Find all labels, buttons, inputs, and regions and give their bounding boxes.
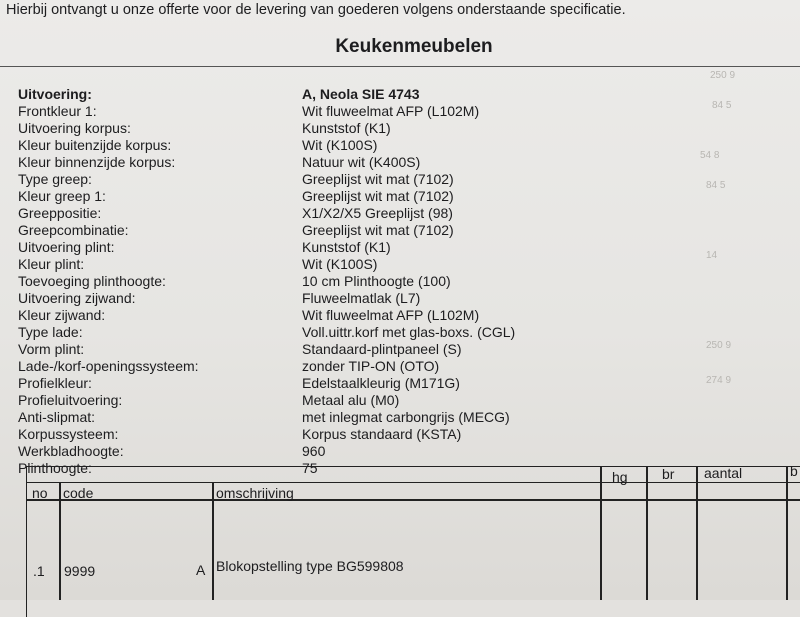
spec-value: 10 cm Plinthoogte (100) [302,273,451,289]
spec-label: Type lade: [18,324,83,340]
table-col-divider [59,482,61,600]
column-header-extra: b [790,463,798,479]
spec-row [0,120,800,137]
column-header-br: br [662,466,675,482]
column-header-code: code [63,485,94,501]
table-col-divider [212,482,214,600]
spec-value: Kunststof (K1) [302,239,391,255]
spec-row [0,426,800,443]
spec-label: Greeppositie: [18,205,102,221]
spec-row [0,222,800,239]
spec-label: Kleur zijwand: [18,307,106,323]
spec-value: X1/X2/X5 Greeplijst (98) [302,205,453,221]
spec-label: Frontkleur 1: [18,103,97,119]
spec-value: Metaal alu (M0) [302,392,400,408]
spec-value: 75 [302,460,318,476]
intro-text: Hierbij ontvangt u onze offerte voor de levering van goederen volgens onderstaande specificatie. [6,2,626,18]
spec-row [0,137,800,154]
spec-label: Kleur binnenzijde korpus: [18,154,176,170]
spec-label: Lade-/korf-openingssysteem: [18,358,199,374]
show-through-mark: 250 9 [710,70,736,81]
spec-label: Greepcombinatie: [18,222,129,238]
column-header-omschrijving: omschrijving [216,485,294,501]
spec-label: Vorm plint: [18,341,85,357]
spec-row [0,409,800,426]
spec-label: Uitvoering plint: [18,239,115,255]
spec-row [0,154,800,171]
spec-row [0,341,800,358]
show-through-mark: 274 9 [706,375,732,386]
spec-value: Korpus standaard (KSTA) [302,426,462,442]
spec-value: Wit fluweelmat AFP (L102M) [302,307,480,323]
spec-value: Fluweelmatlak (L7) [302,290,421,306]
spec-label: Korpussysteem: [18,426,119,442]
spec-label: Werkbladhoogte: [18,443,124,459]
spec-label: Anti-slipmat: [18,409,96,425]
spec-label: Uitvoering: [18,86,92,102]
spec-value: A, Neola SIE 4743 [302,86,420,102]
spec-value: Greeplijst wit mat (7102) [302,171,454,187]
spec-value: Voll.uittr.korf met glas-boxs. (CGL) [302,324,516,340]
table-col-divider [696,466,698,600]
spec-row [0,324,800,341]
spec-row [0,307,800,324]
column-header-hg: hg [612,469,628,485]
row-omschrijving: Blokopstelling type BG599808 [216,558,404,574]
spec-row [0,290,800,307]
spec-label: Type greep: [18,171,92,187]
spec-label: Kleur buitenzijde korpus: [18,137,172,153]
row-no: .1 [33,563,45,579]
spec-value: Greeplijst wit mat (7102) [302,188,454,204]
spec-label: Profielkleur: [18,375,92,391]
table-header-top-line [26,482,800,483]
row-code: 9999 [64,563,96,579]
spec-row [0,256,800,273]
spec-value: Greeplijst wit mat (7102) [302,222,454,238]
spec-value: Kunststof (K1) [302,120,391,136]
show-through-mark: 54 8 [700,150,720,161]
spec-value: Natuur wit (K400S) [302,154,421,170]
section-title: Keukenmeubelen [335,36,493,57]
spec-value: Edelstaalkleurig (M171G) [302,375,460,391]
table-header-bottom-line [26,499,800,501]
spec-row [0,188,800,205]
spec-value: met inlegmat carbongrijs (MECG) [302,409,510,425]
table-col-divider [600,466,602,600]
spec-header-row [0,86,800,103]
spec-row [0,171,800,188]
table-col-divider [786,466,788,600]
spec-value: zonder TIP-ON (OTO) [302,358,440,374]
spec-value: 960 [302,443,326,459]
spec-row [0,205,800,222]
spec-value: Wit (K100S) [302,256,378,272]
show-through-mark: 84 5 [706,180,726,191]
title-divider [0,66,800,67]
show-through-mark: 14 [706,250,718,261]
spec-label: Toevoeging plinthoogte: [18,273,166,289]
spec-row [0,239,800,256]
spec-label: Uitvoering korpus: [18,120,131,136]
column-header-no: no [32,485,48,501]
spec-row [0,358,800,375]
table-col-divider [646,466,648,600]
column-header-aantal: aantal [704,465,743,481]
show-through-mark: 84 5 [712,100,732,111]
spec-label: Plinthoogte: [18,460,92,476]
spec-value: Wit fluweelmat AFP (L102M) [302,103,480,119]
spec-value: Wit (K100S) [302,137,378,153]
spec-label: Profieluitvoering: [18,392,123,408]
spec-value: Standaard-plintpaneel (S) [302,341,462,357]
spec-label: Kleur greep 1: [18,188,106,204]
spec-row [0,273,800,290]
spec-label: Uitvoering zijwand: [18,290,136,306]
spec-row [0,375,800,392]
items-table [26,466,800,617]
row-variant: A [196,562,206,578]
show-through-mark: 250 9 [706,340,732,351]
spec-row [0,392,800,409]
spec-row [0,443,800,460]
spec-label: Kleur plint: [18,256,85,272]
spec-row [0,103,800,120]
